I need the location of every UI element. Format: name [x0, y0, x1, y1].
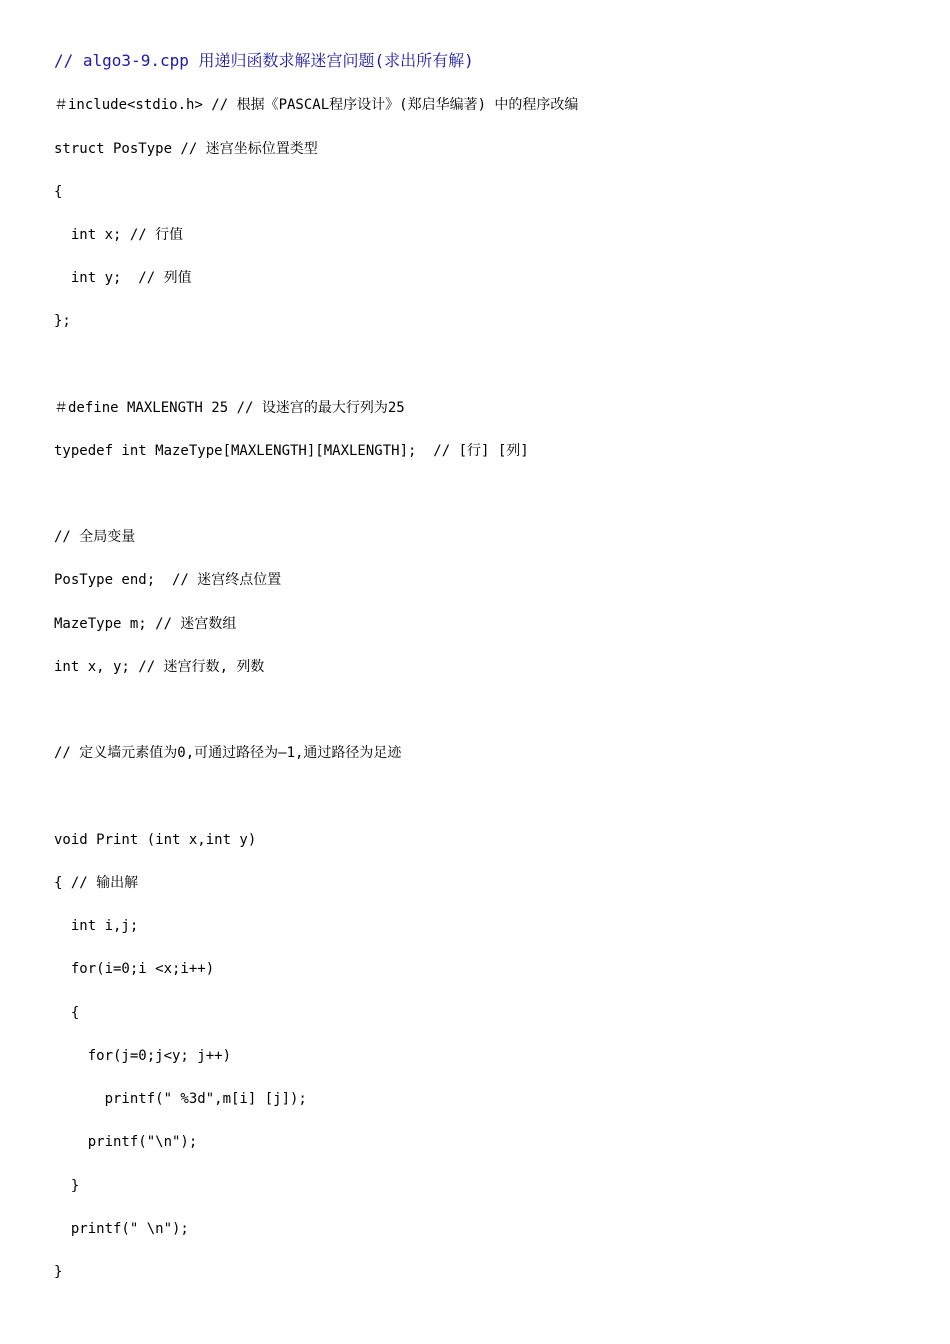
code-line-int-y: int y; // 列值 — [54, 270, 192, 286]
code-line-for-i-close: } — [54, 1178, 80, 1194]
code-line-struct: struct PosType // 迷宫坐标位置类型 — [54, 141, 318, 157]
code-line-wall-comment: // 定义墙元素值为0,可通过路径为—1,通过路径为足迹 — [54, 745, 402, 761]
code-line-struct-open: { — [54, 184, 63, 200]
code-line-for-j: for(j=0;j<y; j++) — [54, 1048, 232, 1064]
code-line-printf-newline: printf("\n"); — [54, 1134, 198, 1150]
code-line-print-close: } — [54, 1264, 63, 1280]
code-line-mazetype: MazeType m; // 迷宫数组 — [54, 616, 237, 632]
code-line-int-xy: int x, y; // 迷宫行数, 列数 — [54, 659, 265, 675]
code-line-define: ＃define MAXLENGTH 25 // 设迷宫的最大行列为25 — [54, 400, 405, 416]
document-title: // algo3-9.cpp 用递归函数求解迷宫问题(求出所有解) — [54, 51, 474, 70]
code-line-int-x: int x; // 行值 — [54, 227, 184, 243]
code-line-globals-comment: // 全局变量 — [54, 529, 136, 545]
code-line-printf-cell: printf(" %3d",m[i] [j]); — [54, 1091, 307, 1107]
code-line-end: PosType end; // 迷宫终点位置 — [54, 572, 282, 588]
code-line-for-i: for(i=0;i <x;i++) — [54, 961, 215, 977]
code-line-typedef: typedef int MazeType[MAXLENGTH][MAXLENGTH]; // [行] [列] — [54, 443, 529, 459]
code-line-int-ij: int i,j; — [54, 918, 139, 934]
code-line-printf-final: printf(" \n"); — [54, 1221, 189, 1237]
code-line-struct-close: }; — [54, 313, 71, 329]
code-line-include: ＃include<stdio.h> // 根据《PASCAL程序设计》(郑启华编著) 中的程序改编 — [54, 97, 579, 113]
code-line-for-i-open: { — [54, 1005, 80, 1021]
code-line-print-signature: void Print (int x,int y) — [54, 832, 257, 848]
code-line-print-open: { // 输出解 — [54, 875, 139, 891]
